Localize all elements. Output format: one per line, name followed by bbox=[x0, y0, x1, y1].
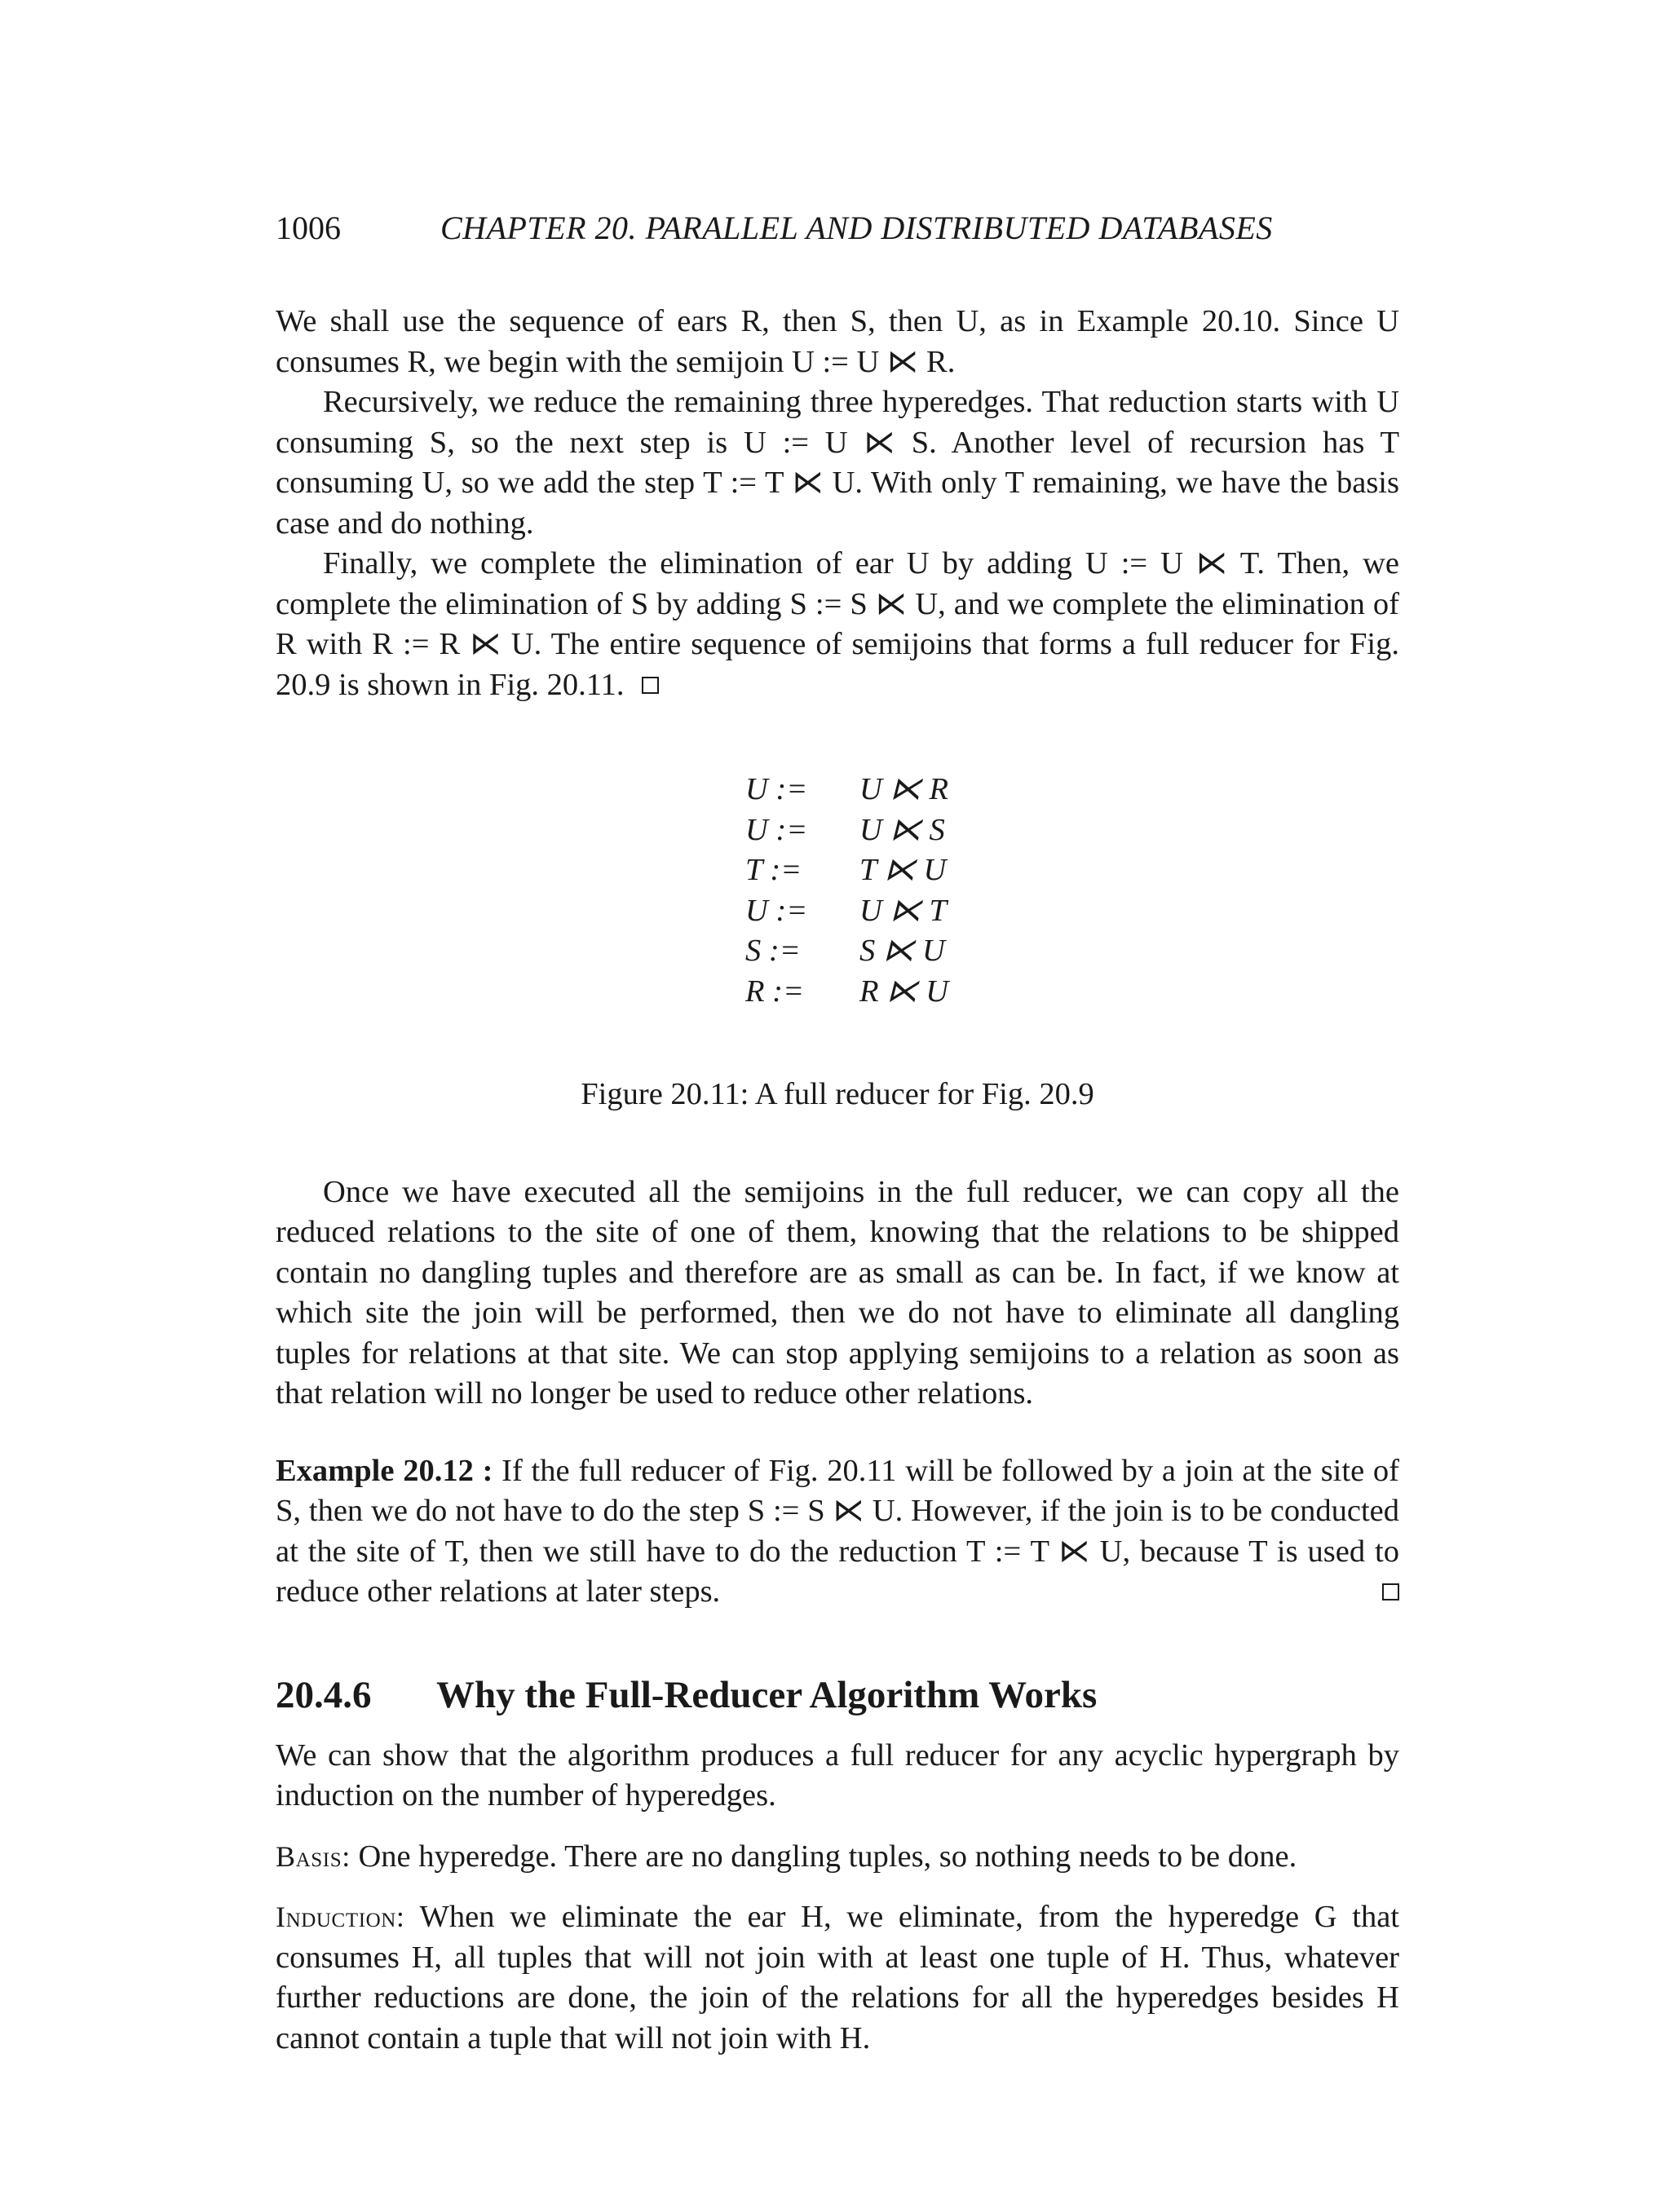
basis-text: One hyperedge. There are no dangling tuples, so nothing needs to be done. bbox=[350, 1839, 1297, 1874]
induction-text: When we eliminate the ear H, we eliminate, from the hyperedge G that consumes H, all tuples that will not join with at least one tuple of H. Thus, whatever further reductions are done, the join of the relations for all the hyperedges besides H cannot contain a tuple that will not join with H. bbox=[276, 1900, 1399, 2055]
step-lhs: U := bbox=[745, 812, 808, 847]
step-lhs: S := bbox=[745, 934, 801, 968]
section-heading bbox=[276, 1671, 1399, 1720]
step-rhs: R ⋉ U bbox=[859, 974, 949, 1009]
semijoin-step bbox=[745, 770, 1399, 810]
semijoin-step bbox=[745, 810, 1399, 851]
page-body bbox=[276, 302, 1399, 2059]
basis-label: Basis: bbox=[276, 1839, 351, 1873]
page-number: 1006 bbox=[276, 210, 341, 246]
section-number: 20.4.6 bbox=[276, 1673, 372, 1716]
step-lhs: T := bbox=[745, 853, 802, 887]
example-text: If the full reducer of Fig. 20.11 will be followed by a join at the site of S, then we do not have to do the step S := S ⋉ U. However, if the join is to be conducted at the site of T, then we still have to do the reduction T := T ⋉ U, because T is used to reduce other relations at later steps. bbox=[276, 1453, 1399, 1609]
paragraph-recursion: Recursively, we reduce the remaining three hyperedges. That reduction starts with U consuming S, so the next step is U := U ⋉ S. Another level of recursion has T consuming U, so we add the step T := T ⋉ U. With only T remaining, we have the basis case and do nothing. bbox=[276, 385, 1399, 541]
semijoin-step bbox=[745, 850, 1399, 891]
semijoin-step bbox=[745, 931, 1399, 972]
step-lhs: U := bbox=[745, 893, 808, 928]
paragraph-completion bbox=[276, 544, 1399, 705]
basis-paragraph bbox=[276, 1837, 1399, 1878]
paragraph-copy-relations: Once we have executed all the semijoins in the full reducer, we can copy all the reduced relations to the site of one of them, knowing that the relations to be shipped contain no dangling tuples and therefore are as small as can be. In fact, if we know at which site the join will be performed, then we do not have to eliminate all dangling tuples for relations at that site. We can stop applying semijoins to a relation as soon as that relation will no longer be used to reduce other relations. bbox=[276, 1174, 1399, 1411]
semijoin-step bbox=[745, 972, 1399, 1013]
step-rhs: S ⋉ U bbox=[859, 934, 945, 968]
step-rhs: U ⋉ R bbox=[859, 772, 949, 806]
step-lhs: U := bbox=[745, 772, 808, 806]
step-rhs: T ⋉ U bbox=[859, 853, 947, 887]
figure-full-reducer bbox=[276, 770, 1399, 1012]
step-rhs: U ⋉ S bbox=[859, 812, 945, 847]
example-20-12 bbox=[276, 1451, 1399, 1613]
paragraph-ear-sequence: We shall use the sequence of ears R, then S, then U, as in Example 20.10. Since U consumes R, we begin with the semijoin U := U ⋉ R. bbox=[276, 304, 1399, 379]
induction-label: Induction: bbox=[276, 1901, 405, 1933]
example-label: Example 20.12 : bbox=[276, 1453, 493, 1488]
paragraph-completion-text: Finally, we complete the elimination of ear U by adding U := U ⋉ T. Then, we complete the elimination of S by adding S := S ⋉ U, and we complete the elimination of R with R := R ⋉ U. The entire sequence of semijoins that forms a full reducer for Fig. 20.9 is shown in Fig. 20.11. bbox=[276, 546, 1399, 702]
end-of-example-icon bbox=[642, 677, 659, 694]
running-title: CHAPTER 20. PARALLEL AND DISTRIBUTED DATABASES bbox=[440, 210, 1273, 246]
semijoin-step bbox=[745, 891, 1399, 932]
figure-caption: Figure 20.11: A full reducer for Fig. 20.9 bbox=[581, 1077, 1094, 1111]
section-title: Why the Full-Reducer Algorithm Works bbox=[436, 1673, 1098, 1716]
step-rhs: U ⋉ T bbox=[859, 893, 947, 928]
induction-paragraph bbox=[276, 1897, 1399, 2059]
end-of-example-icon bbox=[1382, 1583, 1399, 1600]
paragraph-induction-intro: We can show that the algorithm produces a full reducer for any acyclic hypergraph by induction on the number of hyperedges. bbox=[276, 1737, 1399, 1812]
step-lhs: R := bbox=[745, 974, 804, 1009]
